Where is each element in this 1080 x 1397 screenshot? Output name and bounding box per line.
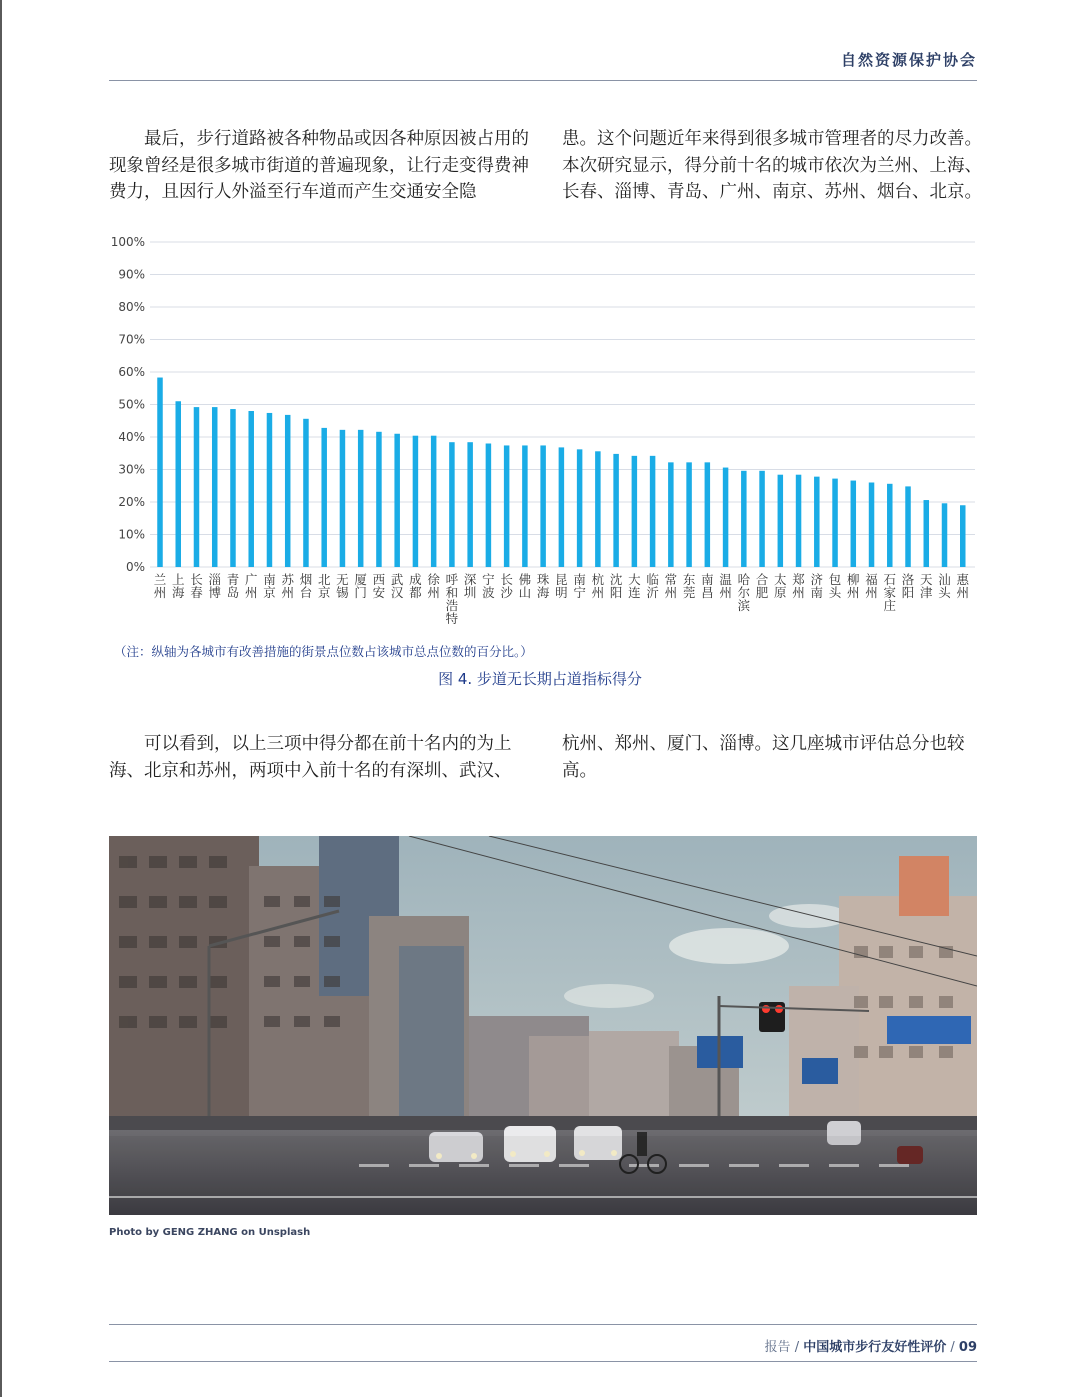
x-tick-label: 临沂 — [646, 572, 659, 600]
bar — [194, 407, 200, 567]
bar — [321, 428, 327, 567]
bar — [778, 475, 784, 567]
x-tick-label: 天津 — [920, 572, 933, 600]
x-tick-label: 东莞 — [682, 572, 696, 600]
x-tick-label: 石家庄 — [883, 572, 897, 613]
footer-separator-1: / — [794, 1340, 800, 1355]
paragraph-1-right: 患。这个问题近年来得到很多城市管理者的尽力改善。本次研究显示，得分前十名的城市依次为兰州、上海、长春、淄博、青岛、广州、南京、苏州、烟台、北京。 — [562, 129, 982, 202]
y-tick-label: 40% — [118, 430, 145, 444]
x-tick-label: 郑州 — [792, 572, 805, 600]
bar — [267, 413, 273, 567]
x-tick-label: 合肥 — [755, 572, 769, 600]
bar — [175, 401, 181, 567]
y-tick-label: 80% — [118, 300, 145, 314]
x-tick-label: 大连 — [628, 572, 641, 600]
photo-credit: Photo by GENG ZHANG on Unsplash — [109, 1227, 311, 1238]
x-tick-label: 广州 — [244, 572, 258, 600]
bar — [486, 444, 492, 568]
footer — [765, 1336, 977, 1355]
x-tick-label: 温州 — [719, 572, 732, 600]
x-tick-label: 洛阳 — [901, 572, 915, 600]
bar — [559, 447, 565, 567]
bar — [869, 483, 875, 568]
header-rule — [109, 80, 977, 81]
bar — [285, 415, 291, 567]
x-tick-label: 宁波 — [482, 572, 495, 600]
y-tick-label: 50% — [118, 397, 145, 412]
bar — [686, 462, 692, 567]
bar — [358, 430, 364, 567]
footer-section: 报告 — [764, 1340, 791, 1355]
page-left-edge — [0, 0, 2, 1397]
bar — [723, 468, 729, 567]
figure-caption: 图 4. 步道无长期占道指标得分 — [438, 670, 642, 688]
x-tick-label: 汕头 — [938, 572, 951, 600]
x-tick-label: 太原 — [774, 572, 787, 600]
y-tick-label: 90% — [118, 267, 145, 282]
x-tick-label: 南宁 — [573, 572, 586, 600]
bar — [632, 456, 638, 567]
y-tick-label: 100% — [110, 235, 145, 249]
paragraph-2-left: 可以看到，以上三项中得分都在前十名内的为上海、北京和苏州，两项中入前十名的有深圳、武汉、 — [109, 734, 512, 781]
y-tick-label: 10% — [118, 527, 145, 542]
x-tick-label: 成都 — [409, 572, 422, 600]
street-photo — [109, 836, 977, 1215]
bar — [376, 432, 382, 567]
bar — [759, 471, 765, 567]
bar-chart — [100, 225, 980, 635]
y-tick-label: 20% — [118, 495, 145, 509]
x-tick-label: 厦门 — [354, 572, 367, 600]
x-tick-label: 长沙 — [500, 572, 513, 600]
bar — [467, 442, 473, 567]
x-tick-label: 北京 — [317, 572, 331, 600]
x-tick-label: 南昌 — [701, 572, 714, 600]
footer-report-title: 中国城市步行友好性评价 — [803, 1340, 947, 1355]
x-tick-label: 徐州 — [427, 572, 440, 600]
bar — [230, 409, 236, 567]
x-tick-label: 兰州 — [153, 572, 167, 600]
bar — [595, 451, 601, 567]
x-tick-label: 呼和浩特 — [445, 572, 459, 626]
bar — [796, 475, 802, 567]
x-tick-label: 哈尔滨 — [737, 572, 751, 613]
bar — [887, 484, 893, 567]
x-tick-label: 深圳 — [463, 572, 477, 600]
x-tick-label: 长春 — [190, 572, 203, 600]
x-tick-label: 西安 — [372, 572, 386, 600]
bar — [741, 471, 747, 567]
bar — [705, 462, 711, 567]
bar — [449, 442, 455, 567]
y-tick-label: 60% — [118, 365, 145, 379]
y-tick-label: 30% — [118, 462, 145, 477]
x-tick-label: 青岛 — [226, 572, 240, 600]
bar — [522, 445, 528, 567]
bar — [814, 477, 820, 567]
x-tick-label: 佛山 — [518, 572, 532, 600]
x-tick-label: 烟台 — [299, 572, 313, 600]
x-tick-label: 惠州 — [956, 572, 970, 600]
bar — [504, 445, 510, 567]
bar — [832, 479, 838, 567]
bar — [394, 434, 400, 567]
x-tick-label: 珠海 — [536, 572, 550, 600]
bar — [212, 407, 218, 567]
bar — [340, 430, 346, 567]
footer-top-rule — [109, 1324, 977, 1325]
bar — [960, 505, 966, 567]
bar — [248, 411, 254, 567]
x-tick-label: 上海 — [171, 572, 185, 600]
paragraph-1-left: 最后，步行道路被各种物品或因各种原因被占用的现象曾经是很多城市街道的普遍现象，让行走变得费神费力，且因行人外溢至行车道而产生交通安全隐 — [109, 129, 529, 202]
x-tick-label: 无锡 — [336, 572, 349, 600]
footer-bottom-rule — [109, 1361, 977, 1362]
x-tick-label: 武汉 — [390, 572, 404, 600]
bar — [650, 456, 656, 567]
paragraph-2-right: 杭州、郑州、厦门、淄博。这几座城市评估总分也较高。 — [562, 734, 965, 781]
x-tick-label: 济南 — [810, 572, 824, 600]
chart-note: （注：纵轴为各城市有改善措施的街景点位数占该城市总点位数的百分比。） — [114, 644, 533, 659]
bar — [905, 486, 911, 567]
bar — [924, 500, 930, 567]
bar — [413, 436, 419, 567]
x-tick-label: 柳州 — [847, 572, 860, 600]
x-tick-label: 杭州 — [591, 572, 605, 600]
bar — [540, 445, 546, 567]
x-tick-label: 苏州 — [281, 572, 294, 600]
bar — [577, 449, 583, 567]
bar — [157, 378, 163, 567]
x-tick-label: 福州 — [865, 572, 878, 600]
footer-separator-2: / — [950, 1340, 955, 1355]
x-tick-label: 昆明 — [555, 572, 568, 600]
y-tick-label: 70% — [118, 332, 145, 347]
bar — [303, 419, 309, 567]
x-tick-label: 淄博 — [208, 572, 221, 600]
bar — [431, 436, 437, 567]
x-tick-label: 常州 — [664, 572, 678, 600]
footer-page-number: 09 — [958, 1340, 977, 1355]
bar — [613, 454, 619, 567]
bar — [668, 462, 674, 567]
bar — [851, 481, 857, 567]
x-tick-label: 南京 — [263, 572, 276, 600]
y-tick-label: 0% — [125, 560, 145, 574]
header-organization: 自然资源保护协会 — [840, 51, 977, 69]
x-tick-label: 沈阳 — [609, 572, 623, 600]
x-tick-label: 包头 — [828, 572, 842, 600]
bar — [942, 503, 948, 567]
